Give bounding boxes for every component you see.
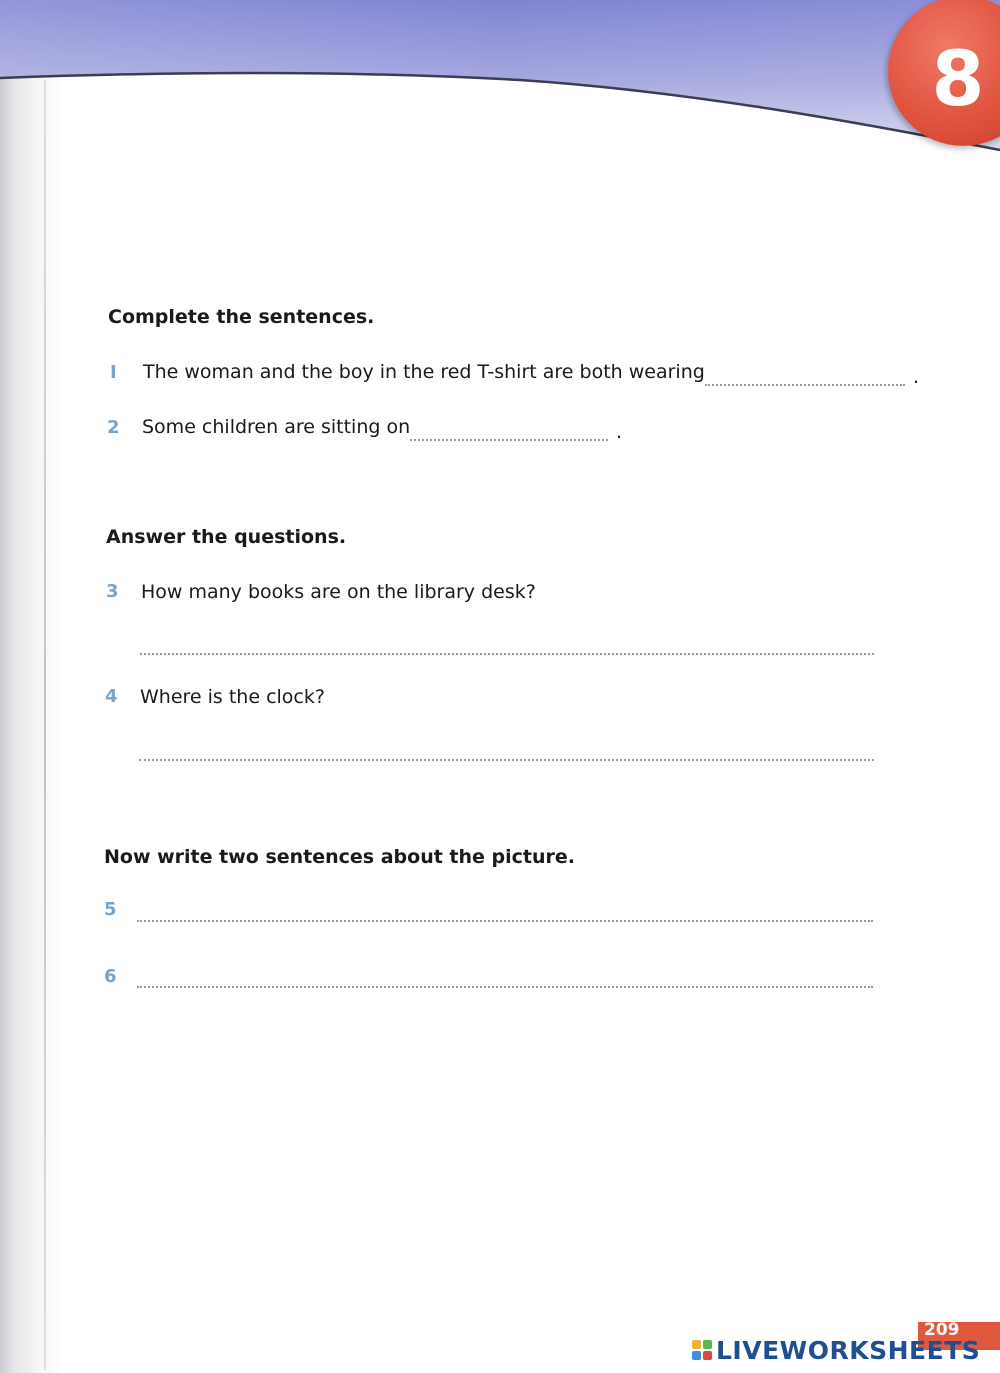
item-number-2: 2: [107, 417, 120, 438]
section-heading-write: Now write two sentences about the picture.: [104, 846, 576, 868]
page-number: 209: [924, 1320, 960, 1340]
item-text-2: Some children are sitting on: [142, 416, 411, 438]
item-end-1: .: [913, 366, 920, 388]
item-text-1: The woman and the boy in the red T-shirt are both wearing: [143, 361, 705, 383]
item-number-6: 6: [104, 966, 117, 987]
item-number-1: I: [110, 362, 117, 383]
page-binding-shadow: [0, 0, 62, 1373]
answer-blank-1[interactable]: [705, 384, 905, 386]
top-banner: [0, 0, 1000, 170]
item-text-4: Where is the clock?: [140, 686, 325, 708]
answer-line-5[interactable]: [137, 920, 873, 922]
answer-blank-2[interactable]: [410, 439, 608, 441]
item-text-3: How many books are on the library desk?: [141, 581, 536, 603]
liveworksheets-wordmark: LIVEWORKSHEETS: [716, 1335, 981, 1365]
item-number-5: 5: [104, 899, 117, 920]
binding-crease: [44, 80, 46, 1370]
liveworksheets-watermark: [692, 1335, 992, 1365]
item-end-2: .: [616, 421, 623, 443]
answer-line-6[interactable]: [137, 986, 873, 988]
section-heading-complete: Complete the sentences.: [108, 306, 375, 328]
answer-line-3[interactable]: [140, 653, 874, 655]
item-number-4: 4: [105, 686, 118, 707]
item-number-3: 3: [106, 581, 119, 602]
chapter-number: 8: [931, 34, 985, 123]
liveworksheets-logo-icon: [692, 1340, 712, 1360]
answer-line-4[interactable]: [139, 759, 874, 761]
section-heading-answer: Answer the questions.: [106, 526, 347, 548]
